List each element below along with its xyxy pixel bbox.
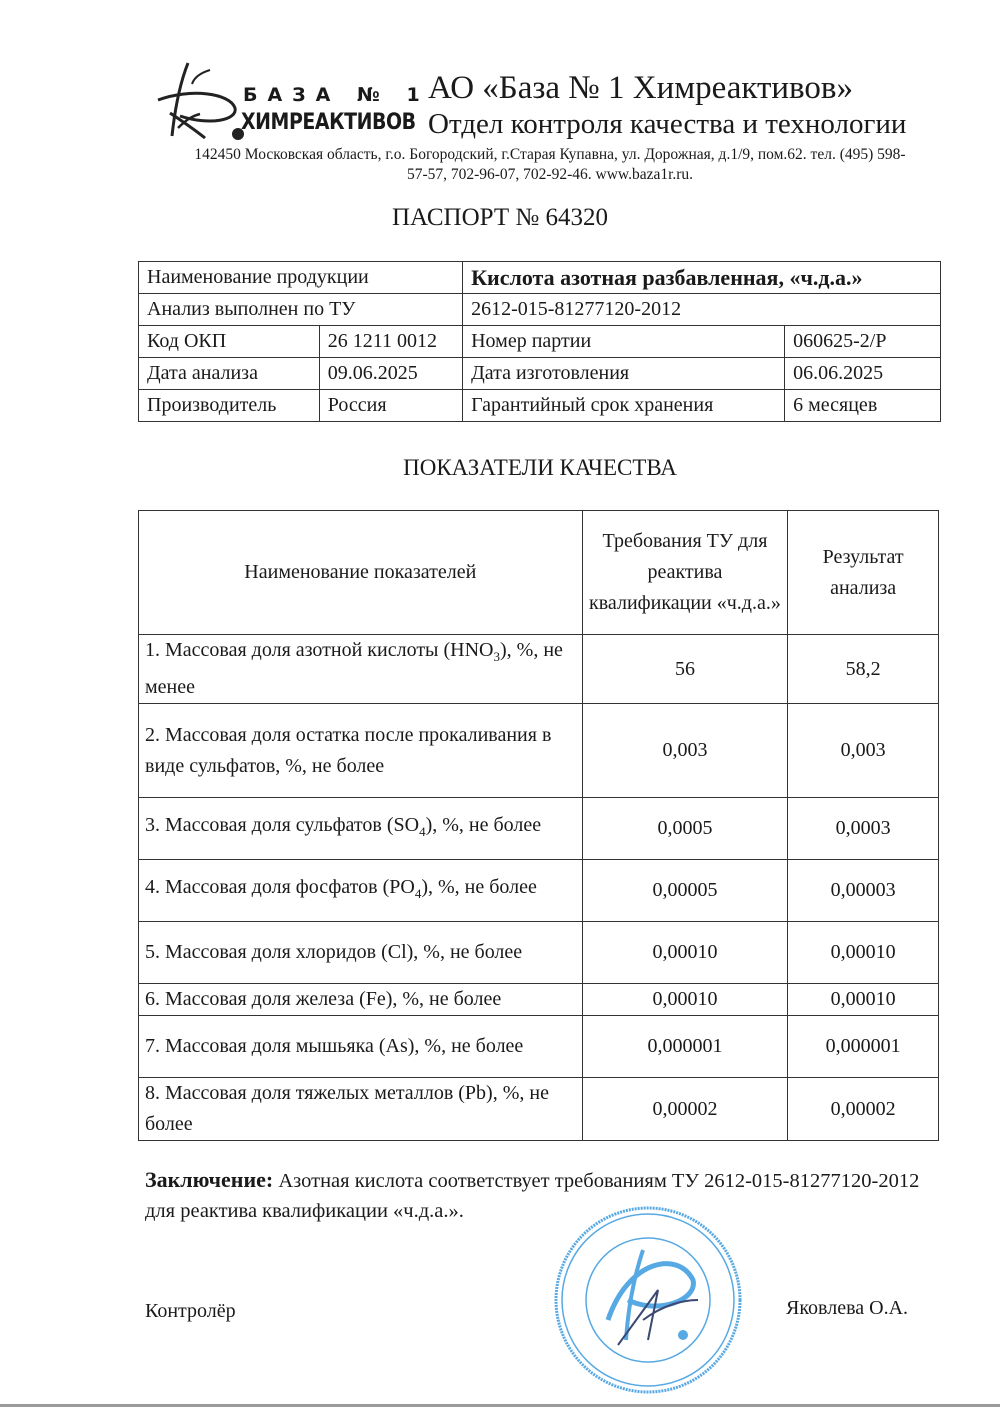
- passport-title: ПАСПОРТ № 64320: [392, 204, 608, 231]
- company-address: [140, 145, 960, 185]
- logo-text-line1: БАЗА № 1: [243, 84, 430, 106]
- table-row: [139, 390, 941, 422]
- table-row: [139, 704, 939, 798]
- shelf-life-value: 6 месяцев: [785, 390, 941, 422]
- table-row: [139, 984, 939, 1016]
- header-requirement: Требования ТУ для реактива квалификации «ч.д.а.»: [582, 511, 788, 635]
- requirement-value: 0,000001: [582, 1016, 788, 1078]
- address-line-1: 142450 Московская область, г.о. Богородский, г.Старая Купавна, ул. Дорожная, д.1/9, пом.62. тел. (495) 598-: [194, 146, 906, 163]
- atom-orbit-logo-icon: [150, 58, 250, 143]
- table-row: [139, 294, 941, 326]
- requirement-value: 0,00010: [582, 984, 788, 1016]
- conclusion-label: Заключение:: [145, 1167, 274, 1192]
- quality-indicators-table: [138, 510, 939, 1141]
- table-row: [139, 798, 939, 860]
- result-value: 58,2: [788, 635, 939, 704]
- result-value: 0,00003: [788, 860, 939, 922]
- batch-label: Номер партии: [463, 326, 785, 358]
- header-indicator-name: Наименование показателей: [139, 511, 583, 635]
- manufacture-date-label: Дата изготовления: [463, 358, 785, 390]
- requirement-value: 0,003: [582, 704, 788, 798]
- product-label: Наименование продукции: [139, 262, 463, 294]
- result-value: 0,000001: [788, 1016, 939, 1078]
- controller-name: Яковлева О.А.: [786, 1297, 909, 1319]
- producer-value: Россия: [319, 390, 462, 422]
- indicator-name: 1. Массовая доля азотной кислоты $(HNO_3)$, %, не менее: [139, 635, 583, 704]
- indicator-name: 4. Массовая доля фосфатов $(PO_4)$, %, не более: [139, 860, 583, 922]
- result-value: 0,003: [788, 704, 939, 798]
- table-row: [139, 358, 941, 390]
- tu-value: 2612-015-81277120-2012: [463, 294, 941, 326]
- header-result: Результат анализа: [788, 511, 939, 635]
- indicator-name: 7. Массовая доля мышьяка (As), %, не более: [139, 1016, 583, 1078]
- requirement-value: 0,00005: [582, 860, 788, 922]
- result-value: 0,00002: [788, 1078, 939, 1141]
- requirement-value: 0,00002: [582, 1078, 788, 1141]
- indicator-name: 8. Массовая доля тяжелых металлов (Pb), %, не более: [139, 1078, 583, 1141]
- okp-value: 26 1211 0012: [319, 326, 462, 358]
- result-value: 0,00010: [788, 984, 939, 1016]
- page-bottom-edge: [0, 1404, 1000, 1407]
- batch-value: 060625-2/Р: [785, 326, 941, 358]
- shelf-life-label: Гарантийный срок хранения: [463, 390, 785, 422]
- logo-text-line2: ХИМРЕАКТИВОВ: [241, 110, 416, 135]
- table-row: [139, 326, 941, 358]
- table-header-row: [139, 511, 939, 635]
- requirement-value: 0,0005: [582, 798, 788, 860]
- analysis-date-label: Дата анализа: [139, 358, 320, 390]
- table-row: [139, 1016, 939, 1078]
- result-value: 0,00010: [788, 922, 939, 984]
- indicator-name: 5. Массовая доля хлоридов (Cl), %, не более: [139, 922, 583, 984]
- indicator-name: 2. Массовая доля остатка после прокаливания в виде сульфатов, %, не более: [139, 704, 583, 798]
- requirement-value: 56: [582, 635, 788, 704]
- indicator-name: 6. Массовая доля железа (Fe), %, не более: [139, 984, 583, 1016]
- product-info-table: [138, 261, 941, 422]
- table-row: [139, 922, 939, 984]
- controller-role: Контролёр: [145, 1300, 236, 1322]
- address-line-2: 57-57, 702-96-07, 702-92-46. www.baza1r.ru.: [406, 166, 694, 183]
- product-value: Кислота азотная разбавленная, «ч.д.а.»: [463, 262, 941, 294]
- manufacture-date-value: 06.06.2025: [785, 358, 941, 390]
- organization-name: АО «База № 1 Химреактивов»: [428, 70, 853, 106]
- conclusion: [145, 1165, 925, 1226]
- table-row: [139, 262, 941, 294]
- requirement-value: 0,00010: [582, 922, 788, 984]
- table-row: [139, 860, 939, 922]
- indicator-name: 3. Массовая доля сульфатов $(SO_4)$, %, не более: [139, 798, 583, 860]
- analysis-date-value: 09.06.2025: [319, 358, 462, 390]
- conclusion-text: Азотная кислота соответствует требованиям ТУ 2612-015-81277120-2012 для реактива квалификации «ч.д.а.».: [145, 1170, 920, 1222]
- department-name: Отдел контроля качества и технологии: [428, 108, 907, 140]
- table-row: [139, 635, 939, 704]
- producer-label: Производитель: [139, 390, 320, 422]
- tu-label: Анализ выполнен по ТУ: [139, 294, 463, 326]
- result-value: 0,0003: [788, 798, 939, 860]
- okp-label: Код ОКП: [139, 326, 320, 358]
- quality-section-title: ПОКАЗАТЕЛИ КАЧЕСТВА: [403, 455, 677, 480]
- table-row: [139, 1078, 939, 1141]
- company-seal-stamp-icon: [548, 1200, 748, 1400]
